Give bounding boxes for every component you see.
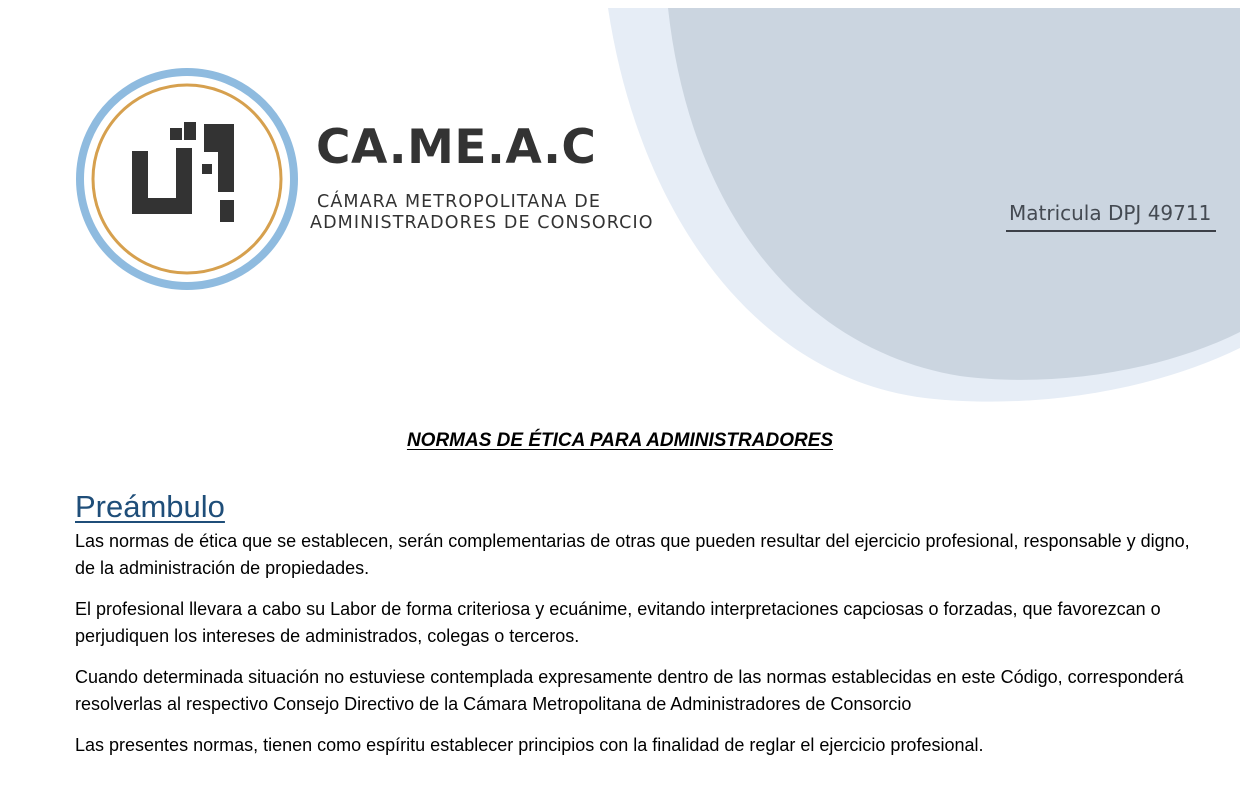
document-body [75, 528, 1195, 774]
org-full-name [310, 192, 654, 234]
registration-number: Matricula DPJ 49711 [1009, 201, 1212, 225]
header-arc-dark [668, 8, 1240, 380]
body-paragraph: El profesional llevara a cabo su Labor de forma criteriosa y ecuánime, evitando interpretaciones capciosas o forzadas, que favorezcan o perjudiquen los intereses de administrados, colegas o terceros. [75, 599, 1161, 646]
section-heading-preambulo: Preámbulo [75, 489, 225, 524]
org-logo-emblem [74, 66, 300, 292]
document-title: NORMAS DE ÉTICA PARA ADMINISTRADORES [406, 430, 834, 451]
org-abbreviation: CA.ME.A.C [316, 120, 597, 175]
body-paragraph: Las normas de ética que se establecen, serán complementarias de otras que pueden resultar del ejercicio profesional, responsable y digno, de la administración de propiedades. [75, 531, 1190, 578]
body-paragraph: Cuando determinada situación no estuviese contemplada expresamente dentro de las normas establecidas en este Código, corresponderá resolverlas al respectivo Consejo Directivo de la Cámara Metropolitana de Administradores de Consorcio [75, 667, 1184, 714]
logo-mark-icon [132, 122, 234, 222]
org-name-line1: CÁMARA METROPOLITANA DE [317, 192, 602, 212]
org-name-line2: ADMINISTRADORES DE CONSORCIO [310, 213, 654, 233]
body-paragraph: Las presentes normas, tienen como espíritu establecer principios con la finalidad de reglar el ejercicio profesional. [75, 735, 984, 755]
registration-underline [1006, 230, 1216, 232]
